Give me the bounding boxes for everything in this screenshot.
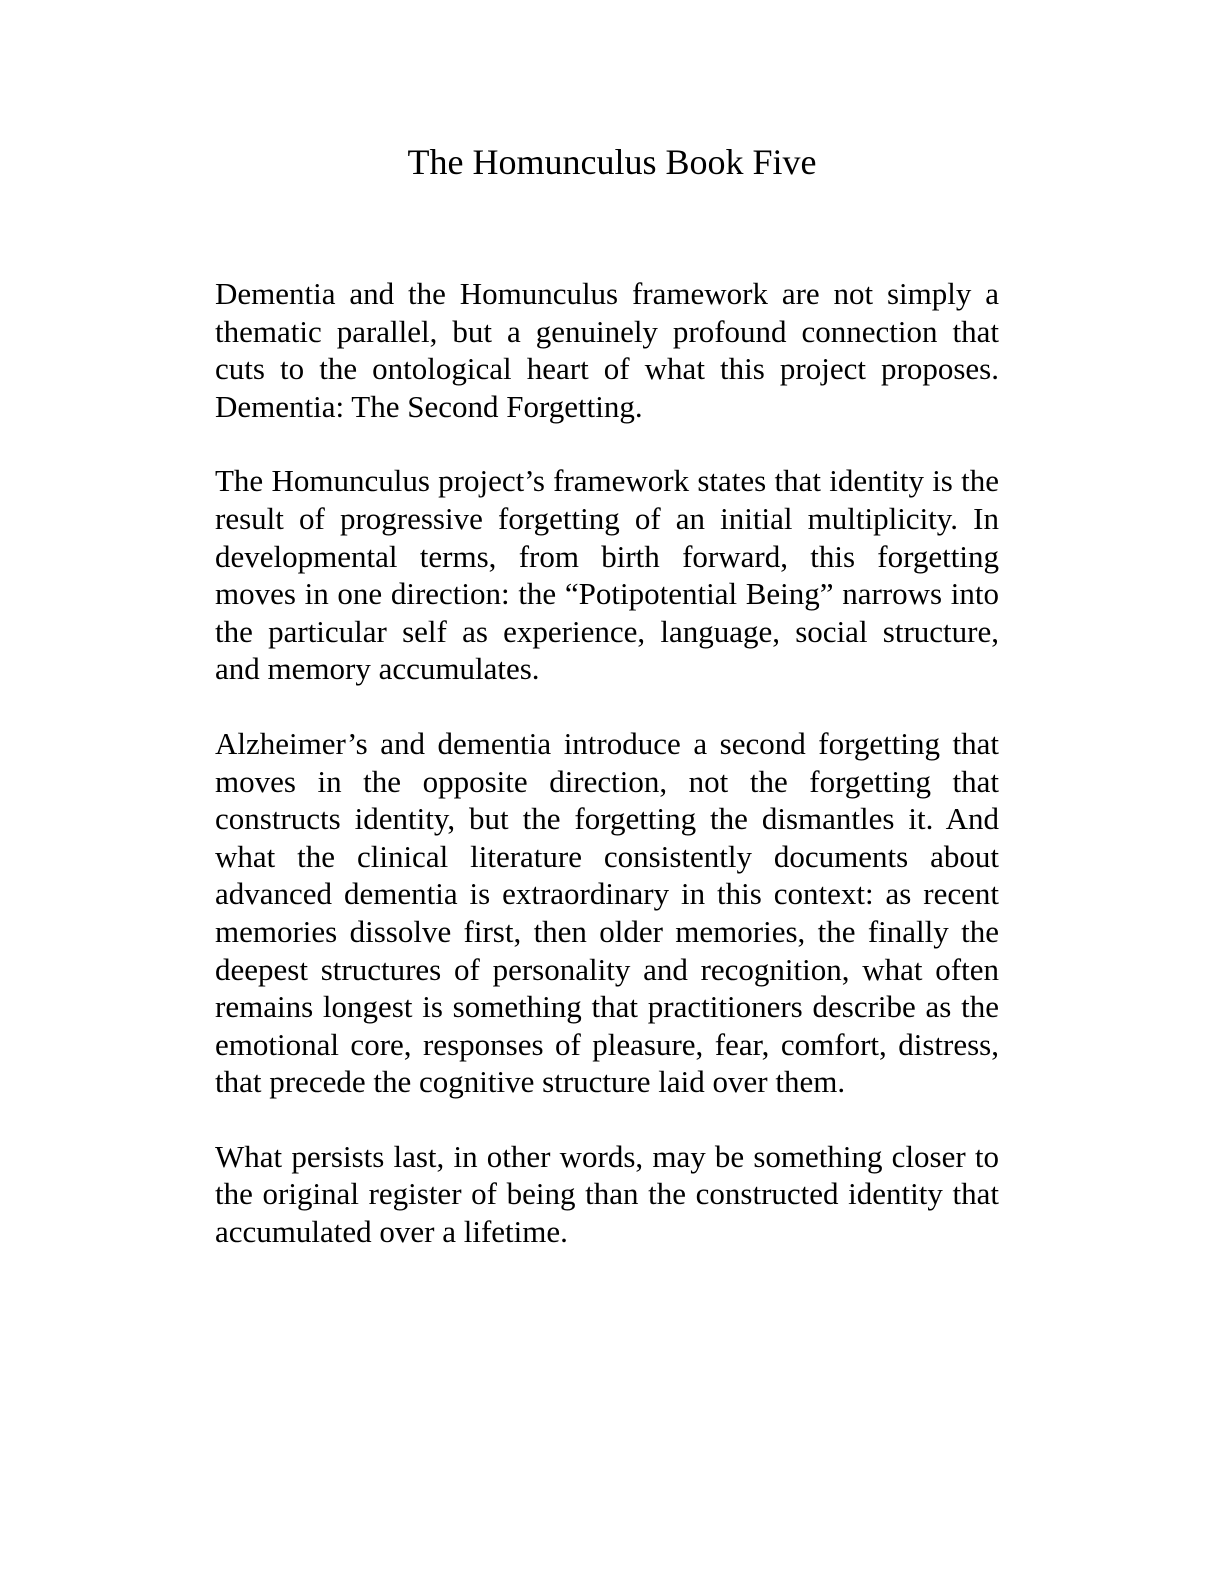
- document-title: The Homunculus Book Five: [407, 142, 817, 182]
- paragraph: Alzheimer’s and dementia introduce a second forgetting that moves in the opposite direction, not the forgetting that constructs identity, but the forgetting the dismantles it. And what the clinical literature consistently documents about advanced dementia is extraordinary in this context: as recent memories dissolve first, then older memories, the finally the deepest structures of personality and recognition, what often remains longest is something that practitioners describe as the emotional core, responses of pleasure, fear, comfort, distress, that precede the cognitive structure laid over them.: [215, 725, 999, 1100]
- document-body: [215, 275, 999, 1288]
- paragraph: Dementia and the Homunculus framework are not simply a thematic parallel, but a genuinely profound connection that cuts to the ontological heart of what this project proposes. Dementia: The Second Forgetting.: [215, 276, 999, 424]
- paragraph: What persists last, in other words, may be something closer to the original register of being than the constructed identity that accumulated over a lifetime.: [215, 1138, 999, 1250]
- paragraph: The Homunculus project’s framework states that identity is the result of progressive forgetting of an initial multiplicity. In developmental terms, from birth forward, this forgetting moves in one direction: the “Potipotential Being” narrows into the particular self as experience, language, social structure, and memory accumulates.: [215, 463, 999, 687]
